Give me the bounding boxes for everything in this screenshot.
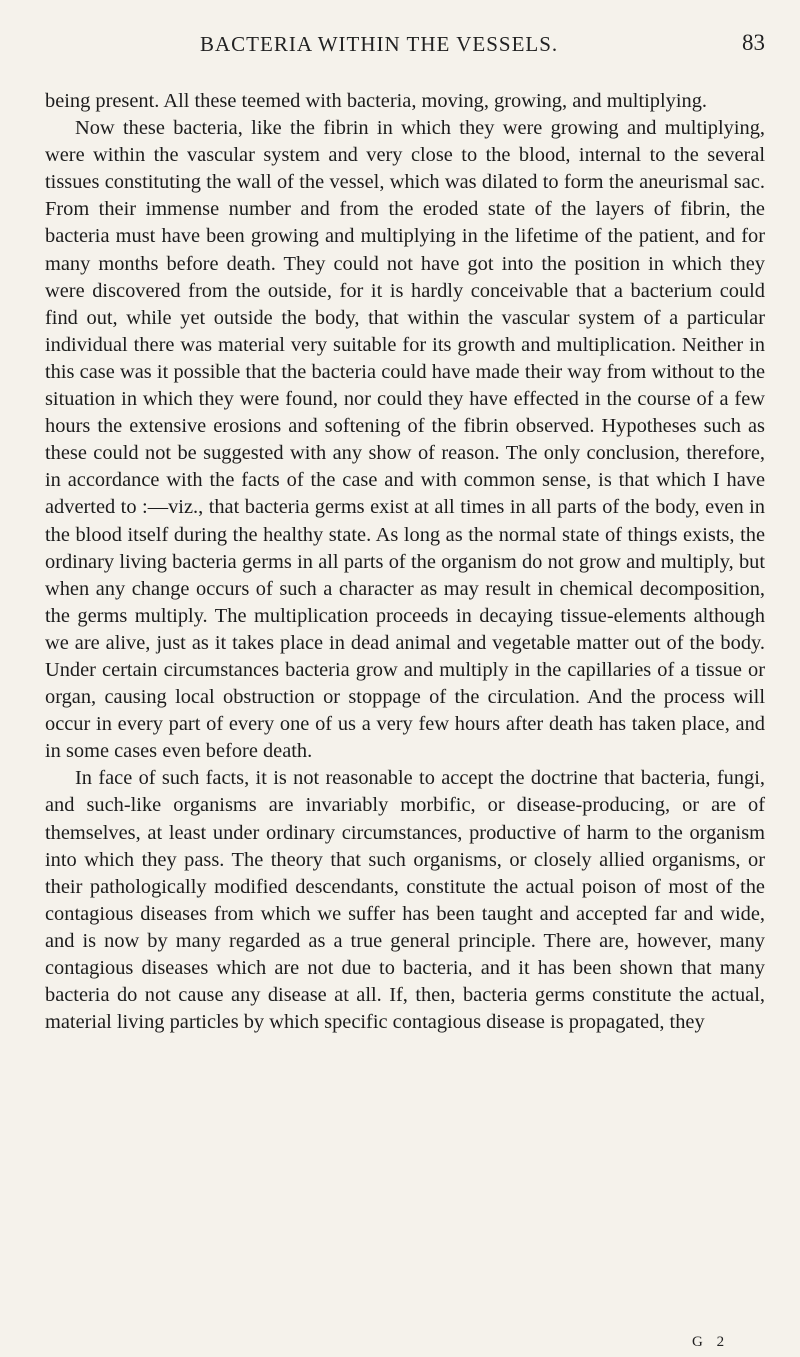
running-head <box>0 20 800 60</box>
paragraph-continuation: being present. All these teemed with bacteria, moving, growing, and multiplying. <box>45 90 707 112</box>
page-number: 83 <box>742 30 765 55</box>
body-text <box>45 88 765 1036</box>
running-title: BACTERIA WITHIN THE VESSELS. <box>200 32 559 56</box>
paragraph-morbific-doctrine: In face of such facts, it is not reasonable to accept the doctrine that bacteria, fungi, and such-like organisms are invariably morbific, or disease-producing, or are of themselves, at least under ordinary circumstances, productive of harm to the organism into which they pass. The theory that such organisms, or closely allied organisms, or their pathologically modified descendants, constitute the actual poison of most of the contagious diseases from which we suffer has been taught and accepted far and wide, and is now by many regarded as a true general principle. There are, however, many contagious diseases which are not due to bacteria, and it has been shown that many bacteria do not cause any disease at all. If, then, bacteria germs constitute the actual, material living particles by which specific contagious disease is propagated, they <box>45 767 765 1034</box>
signature-mark: G 2 <box>692 1334 730 1350</box>
paragraph-bacteria-vascular: Now these bacteria, like the fibrin in which they were growing and multiplying, were within the vascular system and very close to the blood, internal to the several tissues constituting the wall of the vessel, which was dilated to form the aneurismal sac. From their immense number and from the eroded state of the layers of fibrin, the bacteria must have been growing and multiplying in the lifetime of the patient, and for many months before death. They could not have got into the position in which they were discovered from the outside, for it is hardly conceivable that a bacterium could find out, while yet outside the body, that within the vascular system of a particular individual there was material very suitable for its growth and multiplication. Neither in this case was it possible that the bacteria could have made their way from without to the situation in which they were found, nor could they have effected in the course of a few hours the extensive erosions and softening of the fibrin observed. Hypotheses such as these could not be suggested with any show of reason. The only conclusion, therefore, in accordance with the facts of the case and with common sense, is that which I have adverted to :—viz., that bacteria germs exist at all times in all parts of the body, even in the blood itself during the healthy state. As long as the normal state of things exists, the ordinary living bacteria germs in all parts of the organism do not grow and multiply, but when any change occurs of such a character as may result in chemical decomposition, the germs multiply. The multiplication proceeds in decaying tissue-elements although we are alive, just as it takes place in dead animal and vegetable matter out of the body. Under certain circumstances bacteria grow and multiply in the capillaries of a tissue or organ, causing local obstruction or stoppage of the circulation. And the process will occur in every part of every one of us a very few hours after death has taken place, and in some cases even before death. <box>45 117 765 763</box>
